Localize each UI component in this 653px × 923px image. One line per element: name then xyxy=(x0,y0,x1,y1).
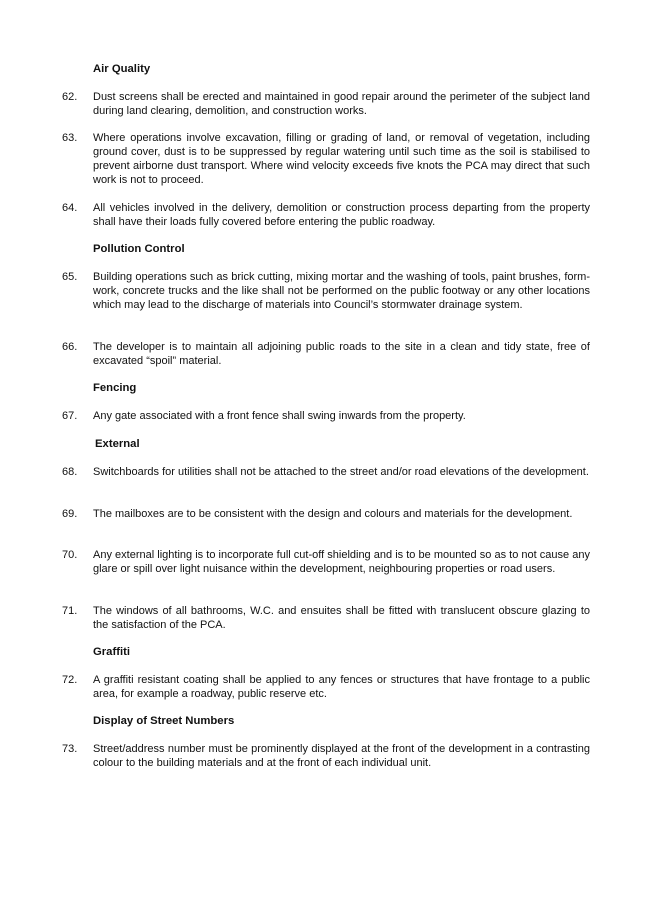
clause-text: Where operations involve excavation, filling or grading of land, or removal of vegetation, including ground cover, dust is to be suppressed by regular watering until such time as the soil is stabilised to prevent airborne dust transport. Where wind velocity exceeds five knots the PCA may direct that such work is not to proceed. xyxy=(93,132,590,187)
clause-number: 65. xyxy=(62,271,78,283)
clause-70 xyxy=(62,548,590,576)
clause-67 xyxy=(62,409,590,423)
clause-71 xyxy=(62,604,590,632)
clause-text: Street/address number must be prominently displayed at the front of the development in a contrasting colour to the building materials and at the front of each individual unit. xyxy=(93,743,590,770)
clause-number: 73. xyxy=(62,743,78,755)
clause-66 xyxy=(62,340,590,368)
clause-72 xyxy=(62,673,590,701)
section-heading-air-quality: Air Quality xyxy=(93,63,151,75)
clause-69 xyxy=(62,507,590,521)
clause-64 xyxy=(62,201,590,229)
clause-number: 63. xyxy=(62,132,78,144)
clause-text: The developer is to maintain all adjoining public roads to the site in a clean and tidy state, free of excavated “spoil” material. xyxy=(93,341,590,368)
clause-text: All vehicles involved in the delivery, demolition or construction process departing from the property shall have their loads fully covered before entering the public roadway. xyxy=(93,202,590,229)
clause-text: The windows of all bathrooms, W.C. and ensuites shall be fitted with translucent obscure glazing to the satisfaction of the PCA. xyxy=(93,605,590,632)
clause-65 xyxy=(62,270,590,312)
clause-text: Dust screens shall be erected and maintained in good repair around the perimeter of the subject land during land clearing, demolition, and construction works. xyxy=(93,91,590,118)
clause-73 xyxy=(62,742,590,770)
section-heading-external: External xyxy=(95,438,140,450)
clause-number: 68. xyxy=(62,466,78,478)
clause-number: 69. xyxy=(62,508,78,520)
clause-number: 71. xyxy=(62,605,78,617)
clause-number: 64. xyxy=(62,202,78,214)
section-heading-display-of-street-numbers: Display of Street Numbers xyxy=(93,715,235,727)
clause-text: Any gate associated with a front fence shall swing inwards from the property. xyxy=(93,410,466,422)
clause-63 xyxy=(62,131,590,187)
clause-number: 67. xyxy=(62,410,78,422)
clause-text: A graffiti resistant coating shall be applied to any fences or structures that have frontage to a public area, for example a roadway, public reserve etc. xyxy=(93,674,590,701)
section-heading-fencing: Fencing xyxy=(93,382,137,394)
clause-number: 62. xyxy=(62,91,78,103)
section-heading-pollution-control: Pollution Control xyxy=(93,243,185,255)
clause-62 xyxy=(62,90,590,118)
clause-number: 66. xyxy=(62,341,78,353)
clause-text: Any external lighting is to incorporate full cut-off shielding and is to be mounted so as to not cause any glare or spill over light nuisance within the development, neighbouring properties or road users. xyxy=(93,549,590,576)
clause-text: The mailboxes are to be consistent with the design and colours and materials for the development. xyxy=(93,508,573,520)
clause-text: Building operations such as brick cutting, mixing mortar and the washing of tools, paint brushes, form-work, concrete trucks and the like shall not be performed on the public footway or any other locations which may lead to the discharge of materials into Council’s stormwater drainage system. xyxy=(93,271,590,312)
clause-number: 70. xyxy=(62,549,78,561)
clause-text: Switchboards for utilities shall not be attached to the street and/or road elevations of the development. xyxy=(93,466,589,478)
clause-68 xyxy=(62,465,590,479)
clause-number: 72. xyxy=(62,674,78,686)
section-heading-graffiti: Graffiti xyxy=(93,646,131,658)
